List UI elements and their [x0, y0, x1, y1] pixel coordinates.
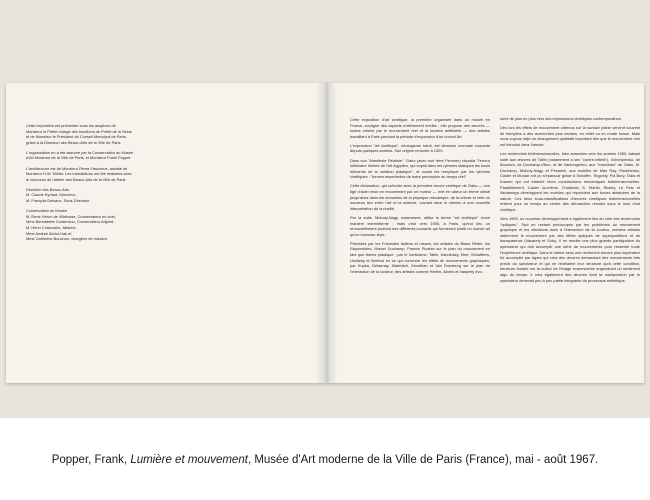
credit-line: Cette exposition est présentée sous les auspices de — [26, 123, 116, 128]
text-column-1 — [350, 117, 490, 278]
credit-line: Mme Catherine Bouchon, chargées de mission. — [26, 236, 108, 242]
paragraph: Vers 1955, un nouveau développement a également lieu du côté des recherches "optiques". Tout en restant préoccupés par les problèmes du mouvement graphique et les vibrations dues à l'interaction de la couleur, certains artistes obtiennent le mouvement par des effets optiques de superpositions et de transparence (Vasarely et Soto). Il en résulte une plus grande participation du spectateur qui doit accomplir une série de mouvements pour ressentir toute l'expérience cinétique. Dans le même sens une recherche encore plus impérative fut accomplie par Agam qui créa des œuvres demandant des mouvements très précis du spectateur et qui ne révèlaient leur structure qu'à cette condition, structure fondée sur la notion de l'image évanescente engendrant un sentiment aigu du temps. Il créa également des œuvres dont la manipulation par le spectateur devenait peu à peu partie intégrante du processus esthétique. — [500, 216, 641, 283]
credit-line: d'Art Moderne de la Ville de Paris, et Monsieur Frank Popper — [26, 155, 131, 161]
credit-line: L'architecture est de Monsieur Pierre Faucheux, assisté de — [26, 165, 128, 171]
image-caption — [0, 454, 650, 466]
paragraph: L'expression "art cinétique", néologisme hardi, est devenue monnaie courante depuis quelques années. Son origine remonte à 1920. — [350, 142, 490, 154]
text-column-2 — [500, 116, 640, 287]
credit-line: M. René Héron de Villefosse, Conservateur en chef, — [26, 213, 116, 219]
credit-line: et de Monsieur le Président du Conseil Municipal de Paris, — [26, 134, 127, 140]
paragraph: Dès lors les effets de mouvement obtenus sur la surface plane servent souvent de tremplins à des recherches plus hardies, en relief ou en ronde bosse. Mais nous voyons déjà un changement qualitatif important dès que le mouvement réel est introduit dans l'œuvre. — [500, 125, 640, 147]
credit-line: le concours de l'atelier des Beaux-Arts de la Ville de Paris — [26, 176, 126, 182]
catalogue-spread — [6, 83, 644, 383]
credit-block — [26, 166, 264, 183]
paragraph: Par la suite, Moholy-Nagy, notamment, utilise le terme "art cinétique" d'une manière intermittente ; mais c'est vers 1955, à Paris, qu'eut lieu un renouvellement profond des différents courants qui formeront plutôt un nouvel art qu'un nouveau style. — [350, 214, 490, 237]
caption-title: Lumière et mouvement — [130, 454, 248, 466]
credit-line: M. François Delsaux, Sous-Directeur — [26, 198, 90, 204]
paragraph: Cette déclaration, qui coïncide avec la première œuvre cinétique de Gabo — une tige d'acier mise en mouvement par un moteur — met en valeur un terme utilisé jusqu'alors dans les domaines de la physique mécanique, de la chimie et crée un nouveau lien entre l'art et la science, ouvrant ainsi le chemin à une nouvelle interprétation de la réalité. — [350, 183, 490, 211]
credit-line: M. Claude Eyraud, Directeur... — [26, 192, 79, 198]
credit-block — [26, 150, 264, 161]
credit-block — [26, 123, 264, 145]
paragraph: Cette exposition d'art cinétique, la première organisée dans un musée en France, souligne des aspects entièrement inédits ; elle propose des œuvres — toutes créées par le mouvement réel et la lumière artificielle — des artistes travaillant à Paris pendant la période d'expansion d'un nouvel Art — [350, 117, 490, 139]
caption-details: , Musée d'Art moderne de la Ville de Paris (France), mai - août 1967. — [247, 454, 599, 466]
credit-line: Direction des Beaux-Arts — [26, 186, 70, 192]
credit-line: grâce à la Direction des Beaux-Arts de la Ville de Paris — [26, 139, 121, 145]
paragraph: Dans son "Manifeste Réaliste", Gabo (avec son frère Pevsner) répudia "l'erreur millénaire héritée de l'art égyptien, qui voyait dans les rythmes statiques les seuls éléments de la création plastique", et voulut les remplacer par les rythmes cinétiques : "formes essentielles de notre perception du temps réel". — [350, 157, 491, 180]
credit-line: Monsieur H.W. Müller. Les installations ont été réalisées avec — [26, 171, 132, 177]
credit-line: Mme Andrée Abdul-Hak et — [26, 230, 72, 236]
paragraph: Les recherches tridimensionnelles, bien avancées vers les années 1950, faisant suite aux œuvres de Tatlin (notamment à ses "contre-reliefs"), d'Archipenko, de Boccioni, de Duchamp-Villon, et de Vantongerloo, aux "machines" de Gabo, M. Duchamp, Moholy-Nagy, et Pesanek, aux mobiles de Man Ray, Rodchenko, Calder et Munari ont pu s'épanouir grâce à Schoffer, Tinguely, Pol Bury, Takis et Kramer qui ont élaboré leurs constructions mécaniques tridimensionnelles. Parallèlement, Calder lui-même, Chadwick, K. Martin, Rickey, Le Parc et Vardanega développent les mobiles qui répondent aux forces aléatoires de la nature. Ces deux sous-classifications d'œuvres cinétiques tridimensionnelles restent pour un temps au centre des démarches réunies sous le nom d'art cinétique. — [500, 150, 640, 212]
right-page — [326, 83, 644, 383]
caption-author: Popper, Frank, — [51, 454, 131, 466]
paragraph: Précédés par les Futuristes italiens et russes, les artistes du Blaue Reiter, les Rayonnistes, Marcel Duchamp, Francis Picabia sur le plan du mouvement en tant que thème plastique ; par le Vorticisme, Tatlin, Kandinsky, Klee, Schwitters, Lissitzky et Berlewi en ce qui concerne les effets de mouvements graphiques, par Kupka, Delaunay, Malevitch, Mondrian et Van Doesburg sur le plan de l'interaction de la couleur, des artistes comme Herbin, Albers et Vasarely évo- — [350, 240, 490, 274]
credits-column — [26, 123, 264, 246]
credit-line: L'organisation en a été assurée par la Conservation du Musée — [26, 149, 134, 155]
credit-block — [26, 208, 264, 242]
credit-line: Conservation du Musée — [26, 208, 68, 214]
paragraph: luent de plus en plus vers des expressions cinétiques contemporaines. — [500, 116, 622, 121]
credit-line: M. Henri Cuisenaire, Attaché, — [26, 224, 77, 230]
credit-line: Monsieur le Préfet chargé des fonctions de Préfet de la Seine — [26, 128, 132, 134]
credit-line: Mme Bernadette Contensou, Conservateur Adjoint, — [26, 219, 115, 225]
credit-block — [26, 187, 264, 204]
left-page — [6, 83, 326, 383]
